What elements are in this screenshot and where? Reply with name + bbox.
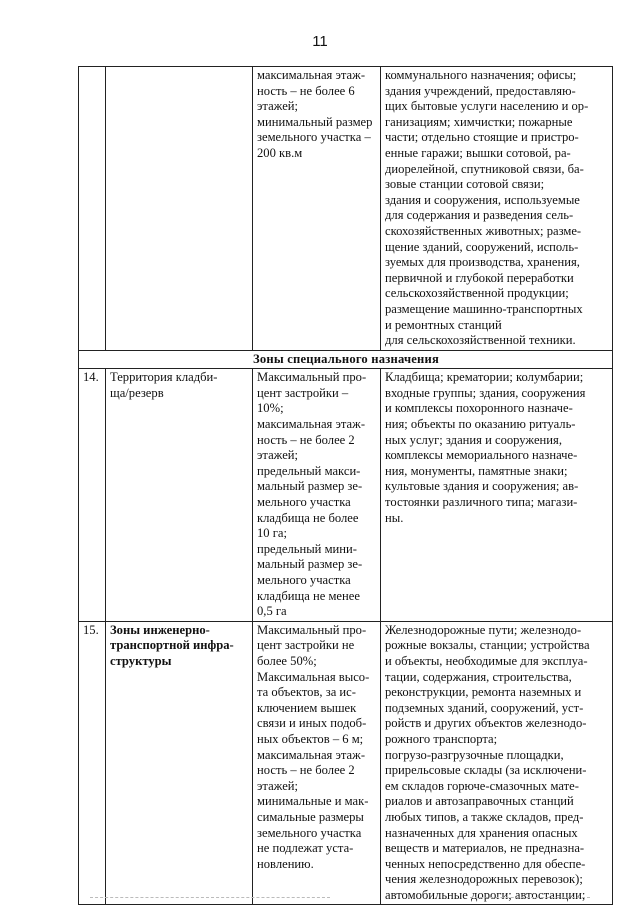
cell-line: коммунального назначения; офисы; (385, 68, 577, 82)
cell-line: не подлежат уста- (257, 841, 354, 856)
cell-line: ны. (385, 510, 404, 525)
cell-line: ных услуг; здания и сооружения, (385, 432, 562, 447)
table-row-14 (79, 369, 613, 622)
cell-line: 0,5 га (257, 604, 287, 619)
cell-line: культовые здания и сооружения; ав- (385, 479, 579, 494)
uses-cell (381, 67, 613, 351)
cell-line: первичной и глубокой переработки (385, 270, 574, 285)
cell-line: рожные вокзалы, станции; устройства (385, 638, 590, 653)
cell-line: мельного участка (257, 573, 351, 587)
cell-line: части; отдельно стоящие и пристро- (385, 130, 579, 145)
cell-line: максимальная этаж- (257, 417, 366, 432)
cell-line: чения железнодорожных перевозок); (385, 872, 583, 887)
cell-line: реконструкции, ремонта наземных и (385, 685, 582, 700)
cell-line: енные гаражи; вышки сотовой, ра- (385, 145, 571, 160)
cell-line: автомобильные дороги; автостанции; (385, 887, 586, 902)
cell-line: ща/резерв (110, 385, 164, 400)
cell-line: ния, монументы, памятные знаки; (385, 463, 568, 478)
cell-line: новлению. (257, 856, 314, 871)
cell-line: ность – не более 2 (257, 763, 355, 778)
cell-line: Максимальный про- (257, 622, 367, 637)
section-header: Зоны специального назначения (79, 350, 613, 369)
params-cell (253, 621, 381, 905)
cell-line: транспортной инфра- (110, 638, 234, 653)
cell-line: мальный размер зе- (257, 479, 363, 494)
row-number-cell (79, 67, 106, 351)
table-row-continued (79, 67, 613, 351)
cell-line: Максимальный про- (257, 370, 367, 385)
cell-line: сельскохозяйственной продукции; (385, 286, 569, 301)
zone-name (106, 369, 253, 622)
cell-line: 10%; (257, 401, 284, 416)
cell-line: тации, содержания, строительства, (385, 669, 572, 684)
scan-artifact-line (90, 897, 330, 898)
cell-line: Максимальная высо- (257, 669, 370, 684)
cell-line: ность – не более 6 (257, 83, 355, 98)
cell-line: этажей; (257, 448, 299, 463)
cell-line: предельный макси- (257, 463, 361, 478)
cell-line: предельный мини- (257, 541, 357, 556)
cell-line: ния; объекты по оказанию ритуаль- (385, 417, 576, 432)
zone-name-cell (106, 67, 253, 351)
cell-line: ганизациям; химчистки; пожарные (385, 114, 573, 129)
params-cell (253, 67, 381, 351)
cell-line: минимальный размер (257, 114, 373, 129)
cell-line: комплексы мемориального назначе- (385, 448, 578, 463)
cell-line: Кладбища; крематории; колумбарии; (385, 370, 584, 385)
zone-name (106, 621, 253, 905)
cell-line: кладбища не менее (257, 588, 360, 603)
cell-line: Территория кладби- (110, 370, 218, 385)
cell-line: веществ и материалов, не предназна- (385, 841, 585, 856)
cell-line: рожного транспорта; (385, 731, 498, 746)
cell-line: тостоянки различного типа; магази- (385, 495, 578, 510)
scan-artifact-line (470, 897, 590, 898)
cell-line: подземных зданий, сооружений, уст- (385, 700, 584, 715)
cell-line: этажей; (257, 99, 299, 114)
cell-line: назначенных для хранения опасных (385, 825, 578, 840)
cell-line: Железнодорожные пути; железнодо- (385, 622, 582, 637)
cell-line: структуры (110, 653, 172, 668)
cell-line: для содержания и разведения сель- (385, 208, 574, 223)
cell-line: и ремонтных станций (385, 317, 502, 332)
cell-line: максимальная этаж- (257, 747, 366, 762)
cell-line: минимальные и мак- (257, 794, 369, 809)
cell-line: 10 га; (257, 526, 287, 541)
cell-line: погрузо-разгрузочные площадки, (385, 747, 564, 762)
cell-line: та объектов, за ис- (257, 685, 356, 700)
page-number: 11 (312, 33, 328, 50)
params-cell (253, 369, 381, 622)
cell-line: и объекты, необходимые для эксплуа- (385, 653, 588, 668)
table-row-15 (79, 621, 613, 905)
cell-line: скохозяйственных животных; разме- (385, 223, 582, 238)
cell-line: ключением вышек (257, 700, 357, 715)
cell-line: цент застройки – (257, 385, 349, 400)
cell-line: более 50%; (257, 653, 317, 668)
cell-line: зуемых для производства, хранения, (385, 255, 580, 270)
cell-line: земельного участка – (257, 130, 371, 145)
cell-line: диорелейной, спутниковой связи, ба- (385, 161, 584, 176)
uses-cell (381, 369, 613, 622)
cell-line: мальный размер зе- (257, 557, 363, 572)
cell-line: любых типов, а также складов, пред- (385, 809, 584, 824)
cell-line: этажей; (257, 778, 299, 793)
cell-line: кладбища не более (257, 510, 359, 525)
cell-line: прирельсовые склады (за исключени- (385, 763, 587, 778)
cell-line: зовые станции сотовой связи; (385, 177, 545, 192)
section-header-row (79, 350, 613, 369)
cell-line: размещение машинно-транспортных (385, 301, 583, 316)
cell-line: здания учреждений, предоставляю- (385, 83, 576, 98)
cell-line: здания и сооружения, используемые (385, 192, 580, 207)
cell-line: и комплексы похоронного назначе- (385, 401, 573, 416)
row-number: 15. (79, 621, 106, 905)
cell-line: ем складов горюче-смазочных мате- (385, 778, 579, 793)
cell-line: связи и иных подоб- (257, 716, 367, 731)
cell-line: щих бытовые услуги населению и ор- (385, 99, 589, 114)
cell-line: максимальная этаж- (257, 68, 366, 82)
zones-table (78, 66, 613, 905)
cell-line: мельного участка (257, 495, 351, 510)
cell-line: ройств и других объектов железнодо- (385, 716, 587, 731)
cell-line: Зоны инженерно- (110, 622, 210, 637)
uses-cell (381, 621, 613, 905)
cell-line: ных объектов – 6 м; (257, 731, 364, 746)
cell-line: земельного участка (257, 825, 362, 840)
cell-line: щение зданий, сооружений, исполь- (385, 239, 579, 254)
cell-line: ность – не более 2 (257, 432, 355, 447)
cell-line: риалов и автозаправочных станций (385, 794, 574, 809)
cell-line: симальные размеры (257, 809, 364, 824)
row-number: 14. (79, 369, 106, 622)
cell-line: ченных непосредственно для обеспе- (385, 856, 586, 871)
cell-line: 200 кв.м (257, 145, 303, 160)
cell-line: для сельскохозяйственной техники. (385, 333, 576, 348)
cell-line: входные группы; здания, сооружения (385, 385, 586, 400)
cell-line: цент застройки не (257, 638, 355, 653)
